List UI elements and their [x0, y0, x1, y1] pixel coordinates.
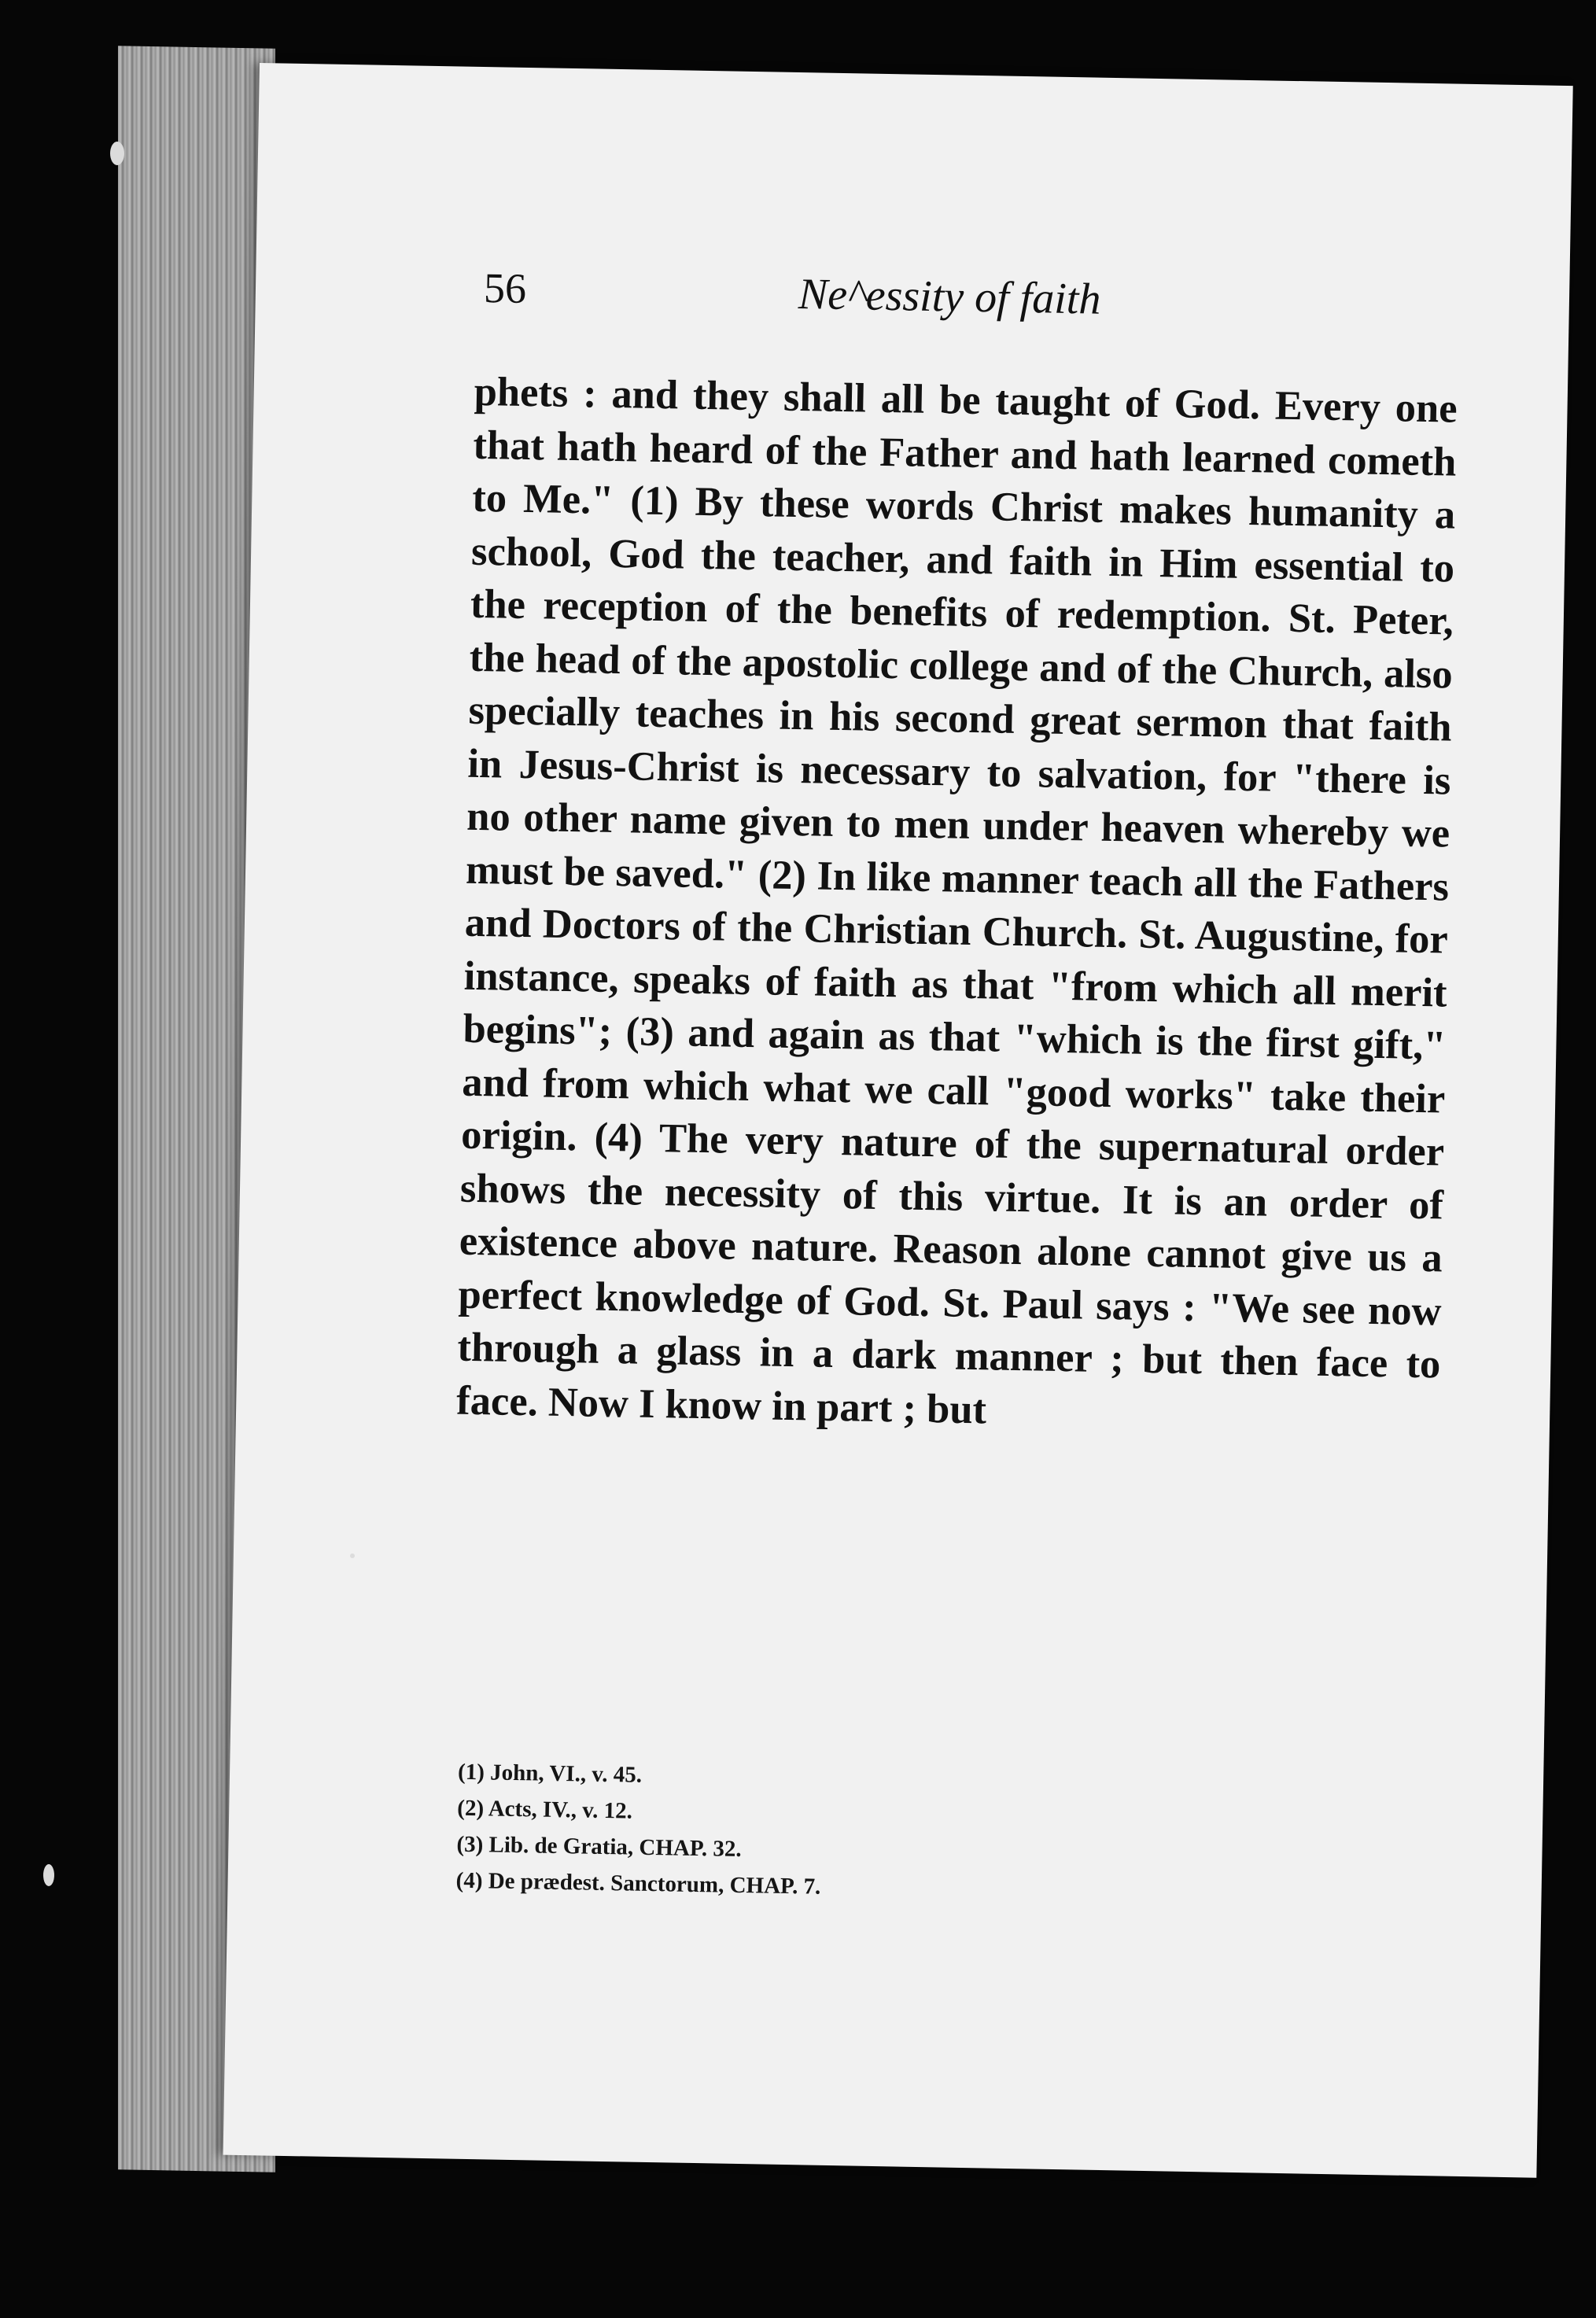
footnote-1: (1) John, VI., v. 45.: [457, 1759, 643, 1788]
body-paragraph: phets : and they shall all be taught of God. Every one that hath heard of the Father and hath learned cometh to Me." (1) By these words Christ makes humanity a school, God the teacher, and faith in Him essential to the reception of the benefits of redemption. St. Peter, the head of the apostolic college and of the Church, also specially teaches in his second great sermon that faith in Jesus-Christ is necessary to salvation, for "there is no other name given to men under heaven whereby we must be saved." (2) In like manner teach all the Fathers and Doctors of the Christian Church. St. Augustine, for instance, speaks of faith as that "from which all merit begins"; (3) and again as that "which is the first gift," and from which what we call "good works" take their origin. (4) The very nature of the supernatural order shows the necessity of this virtue. It is an order of existence above nature. Reason alone cannot give us a perfect knowledge of God. St. Paul says : "We see now through a glass in a dark manner ; but then face to face. Now I know in part ; but: [455, 368, 1458, 1432]
scan-speck: [43, 1864, 54, 1886]
running-title: Ne^essity of faith: [798, 270, 1101, 324]
page-number: 56: [483, 264, 527, 312]
footnote-4: (4) De prædest. Sanctorum, CHAP. 7.: [455, 1867, 821, 1900]
scan-speck: [350, 1553, 355, 1558]
footnotes-list: [455, 1754, 1244, 1912]
book-page: [223, 63, 1573, 2178]
footnote-3: (3) Lib. de Gratia, CHAP. 32.: [456, 1831, 742, 1863]
page-header: [483, 263, 1506, 352]
scan-speck: [110, 142, 124, 165]
footnote-2: (2) Acts, IV., v. 12.: [457, 1795, 633, 1824]
